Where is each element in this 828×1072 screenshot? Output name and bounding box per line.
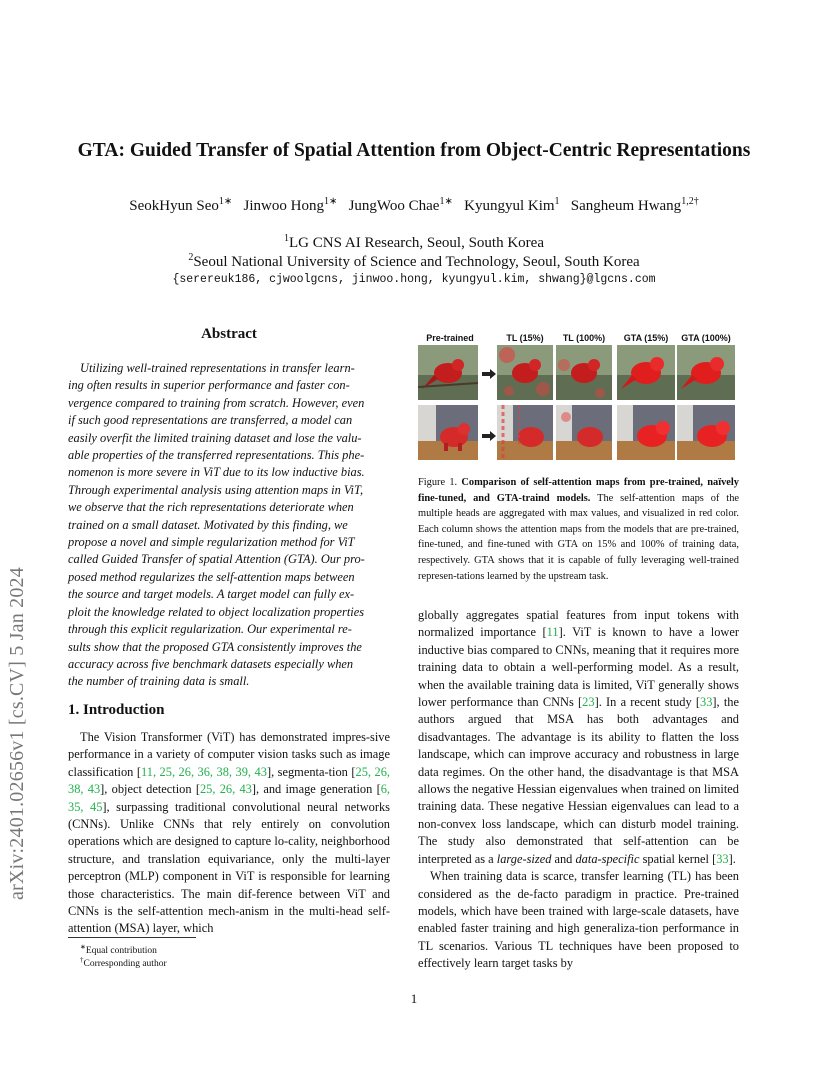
author-list — [0, 196, 828, 215]
abstract-line: we observe that the rich representations deteriorate when — [68, 500, 354, 515]
author: JungWoo Chae$^{1∗}$ — [348, 196, 453, 214]
abstract-line: able properties of the transferred representations. This phe- — [68, 448, 365, 463]
citation-link[interactable]: 33 — [700, 695, 713, 710]
citation-link[interactable]: 6, 35, 45 — [68, 782, 390, 814]
abstract-line: trained on a small dataset. Motivated by this finding, we — [68, 517, 348, 532]
author: Kyungyul Kim$^1$ — [464, 196, 560, 214]
page-number: 1 — [410, 991, 418, 1006]
abstract-line: accuracy across five benchmark datasets especially when — [68, 656, 354, 671]
abstract-line: posed method regularizes the self-attention maps between — [68, 569, 355, 584]
figure-column-label: TL (100%) — [562, 333, 606, 343]
tl15-bird-attention-image — [497, 345, 553, 400]
gta15-bird-attention-image — [617, 345, 675, 400]
author: Sangheum Hwang$^{1,2\dagger}$ — [570, 196, 699, 214]
affiliation-2: $^2$Seoul National University of Science and Technology, Seoul, South Korea — [188, 252, 640, 270]
abstract-line: sults show that the proposed GTA consistently improves the — [68, 639, 362, 654]
abstract-body — [68, 360, 390, 691]
figure-caption: Figure 1. Comparison of self-attention maps from pre-trained, naïvely fine-tuned, and GTA-traind models. The self-attention maps of the multiple heads are aggregated with max values, and visualized in red color. Each column shows the attention maps from the models that are pre-trained, fine-tuned, and fine-tuned with GTA on 15% and 100% of training data, respectively. GTA shows that it is capable of fully leveraging well-trained represen-tations learned by the upstream task. — [418, 477, 739, 582]
citation-link[interactable]: 25, 26, 43 — [199, 782, 252, 797]
arrow-icon — [482, 428, 496, 446]
abstract-line: Utilizing well-trained representations in transfer learn- — [80, 361, 355, 375]
author: SeokHyun Seo$^{1∗}$ — [129, 196, 233, 214]
footnote-rule — [68, 937, 196, 938]
right-column-text — [418, 607, 739, 973]
abstract-line: nomenon is more severe in ViT due to its low inductive bias. — [68, 465, 365, 480]
author: Jinwoo Hong$^{1∗}$ — [243, 196, 338, 214]
affiliation-1: $^1$LG CNS AI Research, Seoul, South Korea — [284, 233, 544, 251]
figure-column-label: Pre-trained — [426, 333, 474, 343]
paragraph: When training data is scarce, transfer learning (TL) has been considered as the de-facto paradigm in practice. Pre-trained models, which have been trained with large-scale datasets, have enabled faster training and high generaliza-tion performance in TL scenarios. Various TL techniques have been proposed to effectively learn target tasks by — [418, 869, 739, 971]
citation-link[interactable]: 23 — [582, 695, 595, 710]
figure-column-label: GTA (100%) — [681, 333, 731, 343]
tl100-toy-attention-image — [556, 405, 612, 460]
section-heading-introduction: 1. Introduction — [68, 702, 165, 718]
footnote-corresponding-author: †Corresponding author — [80, 956, 167, 970]
arxiv-identifier: arXiv:2401.02656v1 [cs.CV] 5 Jan 2024 — [6, 567, 28, 900]
figure-column-label: GTA (15%) — [623, 333, 669, 343]
citation-link[interactable]: 11 — [546, 625, 559, 640]
pretrained-bird-image — [418, 345, 478, 400]
citation-link[interactable]: 11, 25, 26, 36, 38, 39, 43 — [141, 764, 267, 779]
abstract-line: through this explicit regularization. Our experimental re- — [68, 622, 352, 637]
abstract-line: the source and target models. A target model can fully ex- — [68, 587, 355, 602]
gta100-bird-attention-image — [677, 345, 735, 400]
paragraph: globally aggregates spatial features from input tokens with normalized importance [11]. ViT is known to have a lower inductive bias compared to CNNs, meaning that it requires more training data to obtain a well-performing model. As a result, when the available training data is limited, ViT generally shows lower performance than CNNs [23]. In a recent study [33], the authors argued that MSA has both advantages and disadvantages. The advantage is its ability to flatten the loss landscape, which can improve accuracy and robustness in large data regimes. On the other hand, the disadvantage is that MSA allows the negative Hessian eigenvalues when trained on limited training data. These negative Hessian eigenvalues can lead to a non-convex loss landscape, which can disturb model training. The study also demonstrated that self-attention can be interpreted as a large-sized and data-specific spatial kernel [33]. — [418, 608, 739, 866]
abstract-line: easily overfit the limited training dataset and lose the valu- — [68, 430, 362, 445]
abstract-heading: Abstract — [201, 326, 257, 342]
figure-column-label: TL (15%) — [506, 333, 544, 343]
abstract-line: called Guided Transfer of spatial Attention (GTA). Our pro- — [68, 552, 365, 567]
gta100-toy-attention-image — [677, 405, 735, 460]
abstract-line: Through experimental analysis using attention maps in ViT, — [68, 482, 364, 497]
abstract-line: ploit the knowledge related to object localization properties — [68, 604, 365, 619]
abstract-line: if such good representations are transferred, a model can — [68, 413, 353, 428]
arrow-icon — [482, 366, 496, 384]
pretrained-toy-image — [418, 405, 478, 460]
footnote-equal-contribution: ∗Equal contribution — [80, 943, 157, 957]
citation-link[interactable]: 33 — [716, 851, 729, 866]
citation-link[interactable]: 25, 26, 38, 43 — [68, 764, 390, 797]
abstract-line: propose a novel and simple regularization method for ViT — [68, 535, 355, 550]
introduction-paragraph: The Vision Transformer (ViT) has demonstrated impres-sive performance in a variety of computer vision tasks such as image classification [11, 25, 26, 36, 38, 39, 43], segmenta-tion [25, 26, 38, 43], object detection [25, 26, 43], and image generation [6, 35, 45], surpassing traditional convolutional neural networks (CNNs). Unlike CNNs that rely entirely on convolution operations which are designed to capture lo-cality, neighborhood structure, and translation equivariance, only the multi-layer perceptron (MLP) component in ViT is responsible for learning those characteristics. The main dif-ference between ViT and CNNs is the self-attention mech-anism in the multi-head self-attention (MSA) layer, which — [68, 730, 390, 936]
tl15-toy-attention-image — [497, 405, 553, 460]
gta15-toy-attention-image — [617, 405, 675, 460]
paper-title: GTA: Guided Transfer of Spatial Attention from Object-Centric Representations — [77, 140, 751, 161]
abstract-line: ing often results in superior performance and faster con- — [68, 378, 350, 393]
abstract-line: the number of training data is small. — [68, 674, 250, 689]
tl100-bird-attention-image — [556, 345, 612, 400]
author-emails: {serereuk186, cjwoolgcns, jinwoo.hong, kyungyul.kim, shwang}@lgcns.com — [172, 273, 656, 286]
abstract-line: vergence compared to training from scratch. However, even — [68, 395, 365, 410]
